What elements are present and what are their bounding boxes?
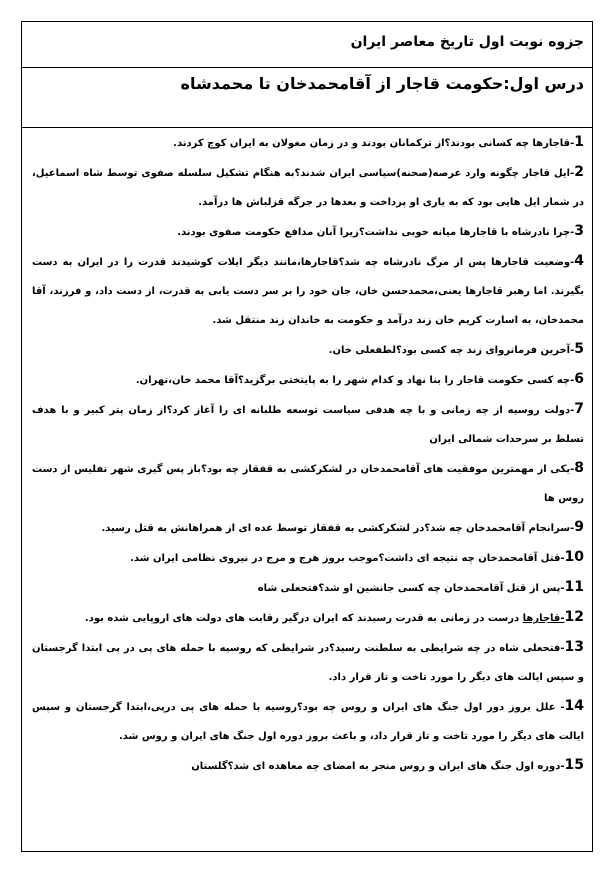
lesson-title: درس اول:حکومت قاجار از آقامحمدخان تا محمدشاه [180, 74, 584, 93]
question-text: -یکی از مهمترین موفقیت های آقامحمدخان در لشکرکشی به قفقاز چه بود؟باز پس گیری شهر تفلیس از دست روس ها [32, 464, 584, 504]
question-text-underlined: -قاجارها [522, 613, 565, 624]
question-number: 8 [574, 460, 584, 476]
question-item [32, 633, 584, 692]
document-title: جزوه نوبت اول تاریخ معاصر ایران [350, 34, 584, 50]
question-number: 2 [574, 164, 584, 180]
questions-row [22, 128, 592, 851]
question-item [32, 247, 584, 335]
lesson-row [22, 68, 592, 128]
question-number: 1 [574, 134, 584, 150]
question-item [32, 751, 584, 781]
question-text: -قاجارها چه کسانی بودند؟از ترکمانان بودند و در زمان مغولان به ایران کوچ کردند. [173, 138, 575, 149]
question-number: 11 [564, 579, 584, 595]
question-text: درست در زمانی به قدرت رسیدند که ایران درگیر رقابت های دولت های اروپایی شده بود. [84, 613, 523, 624]
question-item [32, 603, 584, 633]
question-item [32, 543, 584, 573]
question-text: -دولت روسیه از چه زمانی و با چه هدفی سیاست توسعه طلبانه ای را آغاز کرد؟از زمان پتر کبیر و با هدف تسلط بر سرحدات شمالی ایران [32, 405, 584, 445]
question-text: -پس از قتل آقامحمدخان چه کسی جانشین او شد؟فتحعلی شاه [257, 583, 565, 594]
document-frame [21, 21, 593, 852]
question-list [32, 128, 584, 781]
question-number: 15 [564, 757, 584, 773]
question-number: 12 [564, 609, 584, 625]
question-text: -وضعیت قاجارها پس از مرگ نادرشاه چه شد؟قاجارها،مانند دیگر ایلات کوشیدند قدرت را در ایران به دست بگیرند. اما رهبر قاجارها یعنی،محمدحسن خان، جان خود را بر سر دست یابی به قدرت، از دست داد، و فرزند، آقا محمدخان، به اسارت کریم خان زند درآمد و حکومت به خاندان زند منتقل شد. [32, 257, 584, 326]
question-item [32, 128, 584, 158]
question-text: -آخرین فرمانروای زند چه کسی بود؟لطفعلی خان. [328, 345, 575, 356]
question-number: 6 [574, 371, 584, 387]
question-number: 10 [564, 549, 584, 565]
question-item [32, 335, 584, 365]
question-item [32, 365, 584, 395]
question-item [32, 513, 584, 543]
question-text: -ایل قاجار چگونه وارد عرصه(صحنه)سیاسی ایران شدند؟به هنگام تشکیل سلسله صفوی توسط شاه اسماعیل، در شمار ایل هایی بود که به یاری او پرداخت و بعدها در جرگه قزلباش ها درآمد. [32, 168, 584, 208]
question-text: -دوره اول جنگ های ایران و روس منجر به امضای چه معاهده ای شد؟گلستان [191, 761, 565, 772]
title-row [22, 22, 592, 68]
question-item [32, 692, 584, 751]
question-item [32, 573, 584, 603]
question-text: -چرا نادرشاه با قاجارها میانه خوبی نداشت؟زیرا آنان مدافع حکومت صفوی بودند. [177, 227, 575, 238]
question-number: 3 [574, 223, 584, 239]
question-item [32, 158, 584, 217]
question-text: -سرانجام آقامحمدخان چه شد؟در لشکرکشی به قفقاز توسط عده ای از همراهانش به قتل رسید. [101, 523, 575, 534]
question-number: 4 [574, 253, 584, 269]
question-text: - علل بروز دور اول جنگ های ایران و روس چه بود؟روسیه با حمله های پی درپی،ابتدا گرجستان و سپس ایالت های دیگر را مورد تاخت و تاز قرار داد، و باعث بروز دوره اول جنگ های ایران و روس شد. [32, 702, 584, 742]
question-item [32, 395, 584, 454]
question-number: 5 [574, 341, 584, 357]
question-item [32, 217, 584, 247]
question-number: 13 [564, 639, 584, 655]
question-number: 7 [574, 401, 584, 417]
question-text: -چه کسی حکومت قاجار را بنا نهاد و کدام شهر را به پایتختی برگزید؟آقا محمد خان،تهران. [135, 375, 575, 386]
question-text: -فتحعلی شاه در چه شرایطی به سلطنت رسید؟در شرایطی که روسیه با حمله های پی در پی ابتدا گرجستان و سپس ایالت های دیگر را مورد تاخت و تاز قرار داد. [32, 643, 584, 683]
question-number: 14 [564, 698, 584, 714]
question-item [32, 454, 584, 513]
question-number: 9 [574, 519, 584, 535]
question-text: -قتل آقامحمدخان چه نتیجه ای داشت؟موجب بروز هرج و مرج در نیروی نظامی ایران شد. [130, 553, 565, 564]
